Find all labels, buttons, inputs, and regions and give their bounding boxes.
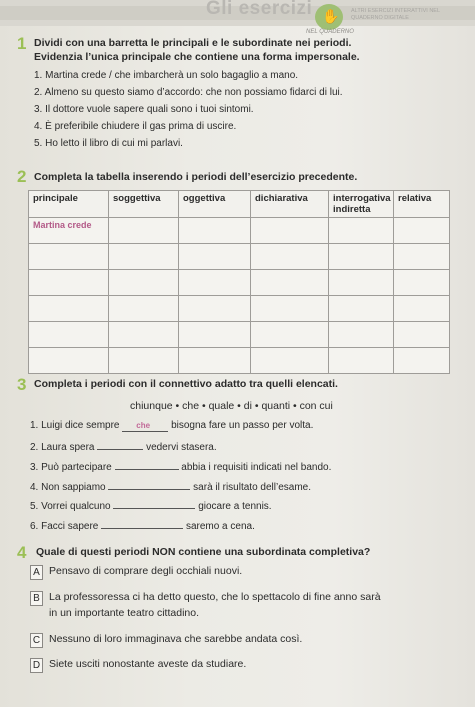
table-cell[interactable] [251, 218, 329, 244]
table-cell[interactable] [29, 322, 109, 348]
exercise-3-item [30, 420, 313, 432]
column-header: interrogativa indiretta [329, 191, 394, 218]
exercise-3-number: 3 [17, 375, 27, 394]
item-suffix: saremo a cena. [185, 521, 255, 532]
table-cell[interactable] [179, 270, 251, 296]
table-cell[interactable] [109, 348, 179, 374]
table-cell[interactable] [109, 218, 179, 244]
table-cell[interactable] [29, 244, 109, 270]
option-a-box[interactable]: A [30, 565, 43, 580]
side-note: ALTRI ESERCIZI INTERATTIVI NEL QUADERNO DIGITALE [351, 8, 440, 21]
exercise-3-item [30, 517, 255, 532]
table-cell[interactable] [329, 348, 394, 374]
option-b-box[interactable]: B [30, 591, 43, 606]
table-cell[interactable] [329, 296, 394, 322]
table-row [29, 270, 450, 296]
table-cell[interactable] [329, 244, 394, 270]
item-prefix: 1. Luigi dice sempre [30, 420, 120, 431]
table-cell[interactable] [329, 270, 394, 296]
exercise-3-item [30, 478, 311, 493]
table-cell[interactable] [329, 322, 394, 348]
exercise-1-number: 1 [17, 34, 27, 53]
item-prefix: 3. Può partecipare [30, 462, 112, 473]
answer-blank[interactable] [113, 497, 195, 509]
connective-word-bank: chiunque • che • quale • di • quanti • con cui [130, 400, 333, 412]
column-header: principale [29, 191, 109, 218]
table-cell[interactable] [179, 322, 251, 348]
exercise-1-item: 3. Il dottore vuole sapere quali sono i tuoi sintomi. [34, 104, 254, 115]
option-a-text: Pensavo di comprare degli occhiali nuovi. [49, 565, 243, 577]
table-cell[interactable] [109, 244, 179, 270]
table-cell[interactable] [251, 270, 329, 296]
item-prefix: 6. Facci sapere [30, 521, 99, 532]
exercise-1-item: 1. Martina crede / che imbarcherà un solo bagaglio a mano. [34, 70, 299, 81]
exercise-1-item: 5. Ho letto il libro di cui mi parlavi. [34, 138, 183, 149]
table-cell[interactable] [394, 296, 450, 322]
item-suffix: vedervi stasera. [146, 442, 217, 453]
table-row [29, 348, 450, 374]
table-cell[interactable] [179, 218, 251, 244]
column-header: soggettiva [109, 191, 179, 218]
table-cell[interactable] [394, 348, 450, 374]
option-c-box[interactable]: C [30, 633, 43, 648]
option-c-text: Nessuno di loro immaginava che sarebbe andata così. [49, 633, 303, 645]
table-cell[interactable] [109, 322, 179, 348]
exercise-3-instruction: Completa i periodi con il connettivo adatto tra quelli elencati. [34, 378, 338, 390]
filled-answer: che [136, 421, 151, 430]
page-title: Gli esercizi [206, 0, 313, 19]
table-cell[interactable] [29, 348, 109, 374]
option-b-text: La professoressa ci ha detto questo, che lo spettacolo di fine anno sarà [49, 591, 381, 603]
table-cell[interactable] [251, 296, 329, 322]
option-d-text: Siete usciti nonostante aveste da studiare. [49, 658, 247, 670]
exercise-2-number: 2 [17, 167, 27, 186]
item-prefix: 5. Vorrei qualcuno [30, 501, 111, 512]
quaderno-logo-icon: ✋ [315, 4, 343, 30]
table-cell[interactable] [29, 296, 109, 322]
exercise-1-instruction-1: Dividi con una barretta le principali e le subordinate nei periodi. [34, 37, 352, 49]
exercise-3-item [30, 497, 272, 512]
table-cell[interactable] [251, 348, 329, 374]
exercise-1-item: 2. Almeno su questo siamo d’accordo: che non possiamo fidarci di lui. [34, 87, 343, 98]
table-cell[interactable] [394, 322, 450, 348]
exercise-3-item [30, 438, 217, 453]
exercise-1-item: 4. È preferibile chiudere il gas prima di uscire. [34, 121, 237, 132]
logo-caption: NEL QUADERNO [306, 29, 354, 35]
answer-blank[interactable] [101, 517, 183, 529]
table-cell[interactable] [329, 218, 394, 244]
exercise-4-number: 4 [17, 543, 27, 562]
table-row [29, 244, 450, 270]
column-header: oggettiva [179, 191, 251, 218]
table-cell[interactable] [394, 218, 450, 244]
table-cell[interactable] [251, 322, 329, 348]
table-row [29, 322, 450, 348]
answer-blank[interactable] [97, 438, 143, 450]
column-header: relativa [394, 191, 450, 218]
item-prefix: 2. Laura spera [30, 442, 95, 453]
table-cell[interactable] [394, 270, 450, 296]
classification-table [28, 190, 450, 374]
item-prefix: 4. Non sappiamo [30, 482, 106, 493]
exercise-3-item [30, 458, 331, 473]
item-suffix: bisogna fare un passo per volta. [171, 420, 314, 431]
exercise-2-instruction: Completa la tabella inserendo i periodi dell’esercizio precedente. [34, 171, 358, 183]
table-cell[interactable] [394, 244, 450, 270]
item-suffix: giocare a tennis. [198, 501, 272, 512]
table-row [29, 296, 450, 322]
option-b-text-continued: in un importante teatro cittadino. [49, 607, 200, 619]
table-cell[interactable] [251, 244, 329, 270]
column-header: dichiarativa [251, 191, 329, 218]
table-cell[interactable] [109, 270, 179, 296]
answer-blank[interactable] [108, 478, 190, 490]
table-cell[interactable] [179, 296, 251, 322]
table-row [29, 218, 450, 244]
answer-blank[interactable] [122, 420, 168, 432]
table-cell[interactable] [29, 270, 109, 296]
item-suffix: sarà il risultato dell’esame. [193, 482, 311, 493]
table-cell[interactable] [109, 296, 179, 322]
table-cell[interactable] [179, 244, 251, 270]
item-suffix: abbia i requisiti indicati nel bando. [181, 462, 332, 473]
answer-blank[interactable] [115, 458, 179, 470]
table-cell-sample[interactable]: Martina crede [29, 218, 109, 244]
table-header-row [29, 191, 450, 218]
option-d-box[interactable]: D [30, 658, 43, 673]
exercise-1-instruction-2: Evidenzia l’unica principale che contiene una forma impersonale. [34, 51, 360, 63]
table-cell[interactable] [179, 348, 251, 374]
exercise-4-instruction: Quale di questi periodi NON contiene una subordinata completiva? [36, 546, 371, 558]
